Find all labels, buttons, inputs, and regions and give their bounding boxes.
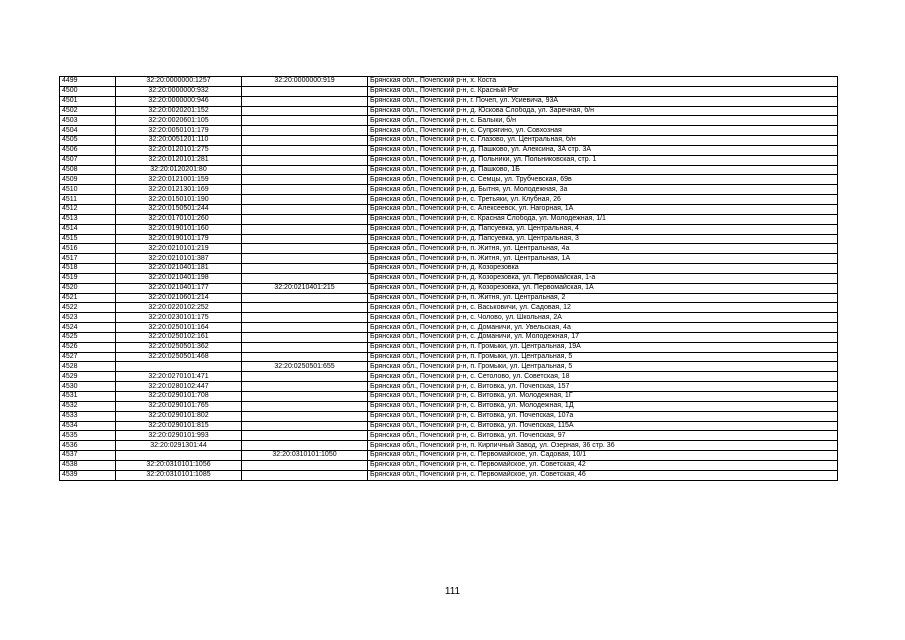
row-number-cell: 4518 [60, 264, 116, 274]
cadastral-number-cell: 32:20:0020601:105 [116, 116, 242, 126]
address-cell: Брянская обл., Почепский р-н, с. Витовка, ул. Почепская, 115А [368, 421, 838, 431]
address-cell: Брянская обл., Почепский р-н, с. Витовка, ул. Почепская, 107а [368, 411, 838, 421]
row-number-cell: 4523 [60, 313, 116, 323]
address-cell: Брянская обл., Почепский р-н, п. Житня, ул. Центральная, 1А [368, 254, 838, 264]
table-row [60, 441, 838, 451]
address-cell: Брянская обл., Почепский р-н, п. Громыки, ул. Центральная, 5 [368, 352, 838, 362]
cadastral-number-cell: 32:20:0290101:765 [116, 401, 242, 411]
table-row [60, 136, 838, 146]
row-number-cell: 4524 [60, 323, 116, 333]
address-cell: Брянская обл., Почепский р-н, с. Первомайское, ул. Советская, 42 [368, 460, 838, 470]
related-cadastral-number-cell [242, 382, 368, 392]
related-cadastral-number-cell [242, 136, 368, 146]
row-number-cell: 4516 [60, 244, 116, 254]
related-cadastral-number-cell: 32:20:0250501:655 [242, 362, 368, 372]
cadastral-number-cell: 32:20:0121301:169 [116, 185, 242, 195]
table-row [60, 106, 838, 116]
address-cell: Брянская обл., Почепский р-н, д. Папсуевка, ул. Центральная, 3 [368, 234, 838, 244]
cadastral-number-cell: 32:20:0250501:362 [116, 342, 242, 352]
table-row [60, 204, 838, 214]
row-number-cell: 4529 [60, 372, 116, 382]
cadastral-number-cell: 32:20:0250102:161 [116, 332, 242, 342]
cadastral-number-cell: 32:20:0250101:164 [116, 323, 242, 333]
row-number-cell: 4535 [60, 431, 116, 441]
cadastral-number-cell: 32:20:0120101:275 [116, 145, 242, 155]
table-row [60, 421, 838, 431]
row-number-cell: 4521 [60, 293, 116, 303]
row-number-cell: 4510 [60, 185, 116, 195]
row-number-cell: 4517 [60, 254, 116, 264]
table-row [60, 116, 838, 126]
address-cell: Брянская обл., Почепский р-н, п. Громыки, ул. Центральная, 19А [368, 342, 838, 352]
related-cadastral-number-cell [242, 224, 368, 234]
row-number-cell: 4539 [60, 470, 116, 480]
related-cadastral-number-cell [242, 106, 368, 116]
table-row [60, 332, 838, 342]
cadastral-number-cell: 32:20:0280102:447 [116, 382, 242, 392]
row-number-cell: 4536 [60, 441, 116, 451]
cadastral-number-cell: 32:20:0291301:44 [116, 441, 242, 451]
related-cadastral-number-cell [242, 293, 368, 303]
related-cadastral-number-cell [242, 116, 368, 126]
cadastral-number-cell: 32:20:0190101:160 [116, 224, 242, 234]
row-number-cell: 4507 [60, 155, 116, 165]
table-row [60, 323, 838, 333]
row-number-cell: 4515 [60, 234, 116, 244]
related-cadastral-number-cell [242, 155, 368, 165]
row-number-cell: 4514 [60, 224, 116, 234]
cadastral-number-cell: 32:20:0051201:110 [116, 136, 242, 146]
related-cadastral-number-cell [242, 303, 368, 313]
row-number-cell: 4532 [60, 401, 116, 411]
address-cell: Брянская обл., Почепский р-н, с. Алексеевск, ул. Нагорная, 1А [368, 204, 838, 214]
address-cell: Брянская обл., Почепский р-н, д. Козорезовка [368, 264, 838, 274]
address-cell: Брянская обл., Почепский р-н, д. Козорезовка, ул. Первомайская, 1-а [368, 273, 838, 283]
related-cadastral-number-cell [242, 342, 368, 352]
row-number-cell: 4538 [60, 460, 116, 470]
table-row [60, 401, 838, 411]
table-row [60, 264, 838, 274]
row-number-cell: 4503 [60, 116, 116, 126]
cadastral-number-cell: 32:20:0290101:993 [116, 431, 242, 441]
cadastral-number-cell: 32:20:0310101:1085 [116, 470, 242, 480]
cadastral-number-cell: 32:20:0290101:802 [116, 411, 242, 421]
cadastral-number-cell: 32:20:0210401:177 [116, 283, 242, 293]
cadastral-number-cell: 32:20:0170101:260 [116, 214, 242, 224]
row-number-cell: 4506 [60, 145, 116, 155]
row-number-cell: 4522 [60, 303, 116, 313]
table-row [60, 460, 838, 470]
address-cell: Брянская обл., Почепский р-н, д. Польники, ул. Польниковская, стр. 1 [368, 155, 838, 165]
related-cadastral-number-cell [242, 96, 368, 106]
table-row [60, 185, 838, 195]
address-cell: Брянская обл., Почепский р-н, с. Витовка, ул. Почепская, 97 [368, 431, 838, 441]
table-row [60, 392, 838, 402]
related-cadastral-number-cell [242, 175, 368, 185]
row-number-cell: 4530 [60, 382, 116, 392]
table-row [60, 244, 838, 254]
row-number-cell: 4508 [60, 165, 116, 175]
row-number-cell: 4526 [60, 342, 116, 352]
table-row [60, 86, 838, 96]
address-cell: Брянская обл., Почепский р-н, с. Доманичи, ул. Молодежная, 17 [368, 332, 838, 342]
page-number: 111 [444, 586, 461, 597]
related-cadastral-number-cell [242, 401, 368, 411]
row-number-cell: 4519 [60, 273, 116, 283]
cadastral-number-cell: 32:20:0150101:190 [116, 195, 242, 205]
related-cadastral-number-cell [242, 185, 368, 195]
table-row [60, 362, 838, 372]
address-cell: Брянская обл., Почепский р-н, с. Первомайское, ул. Советская, 46 [368, 470, 838, 480]
related-cadastral-number-cell [242, 234, 368, 244]
address-cell: Брянская обл., Почепский р-н, с. Витовка, ул. Почепская, 157 [368, 382, 838, 392]
row-number-cell: 4513 [60, 214, 116, 224]
cadastral-number-cell: 32:20:0190101:179 [116, 234, 242, 244]
address-cell: Брянская обл., Почепский р-н, с. Витовка, ул. Молодежная, 1Д [368, 401, 838, 411]
address-cell: Брянская обл., Почепский р-н, х. Коста [368, 77, 838, 87]
row-number-cell: 4504 [60, 126, 116, 136]
table-row [60, 234, 838, 244]
related-cadastral-number-cell [242, 264, 368, 274]
row-number-cell: 4533 [60, 411, 116, 421]
table-row [60, 175, 838, 185]
table-row [60, 273, 838, 283]
table-row [60, 470, 838, 480]
cadastral-number-cell: 32:20:0290101:708 [116, 392, 242, 402]
property-table [59, 76, 838, 481]
table-row [60, 96, 838, 106]
address-cell: Брянская обл., Почепский р-н, с. Витовка, ул. Молодежная, 1Г [368, 392, 838, 402]
cadastral-number-cell: 32:20:0120101:281 [116, 155, 242, 165]
cadastral-number-cell: 32:20:0120201:80 [116, 165, 242, 175]
address-cell: Брянская обл., Почепский р-н, с. Семцы, ул. Трубчевская, 69в [368, 175, 838, 185]
table-row [60, 303, 838, 313]
related-cadastral-number-cell [242, 332, 368, 342]
cadastral-number-cell [116, 451, 242, 461]
table-row [60, 352, 838, 362]
address-cell: Брянская обл., Почепский р-н, д. Юскова Слобода, ул. Заречная, б/н [368, 106, 838, 116]
table-row [60, 431, 838, 441]
row-number-cell: 4499 [60, 77, 116, 87]
cadastral-number-cell: 32:20:0270101:471 [116, 372, 242, 382]
table-row [60, 451, 838, 461]
related-cadastral-number-cell [242, 86, 368, 96]
table-row [60, 145, 838, 155]
row-number-cell: 4511 [60, 195, 116, 205]
related-cadastral-number-cell [242, 195, 368, 205]
related-cadastral-number-cell [242, 352, 368, 362]
address-cell: Брянская обл., Почепский р-н, д. Пашково, ул. Алексина, 3А стр. 3А [368, 145, 838, 155]
related-cadastral-number-cell [242, 323, 368, 333]
cadastral-number-cell: 32:20:0290101:815 [116, 421, 242, 431]
address-cell: Брянская обл., Почепский р-н, с. Первомайское, ул. Садовая, 10/1 [368, 451, 838, 461]
cadastral-number-cell: 32:20:0210601:214 [116, 293, 242, 303]
related-cadastral-number-cell [242, 431, 368, 441]
row-number-cell: 4500 [60, 86, 116, 96]
address-cell: Брянская обл., Почепский р-н, с. Красный Рог [368, 86, 838, 96]
cadastral-number-cell: 32:20:0220102:252 [116, 303, 242, 313]
address-cell: Брянская обл., Почепский р-н, с. Сетолово, ул. Советская, 18 [368, 372, 838, 382]
row-number-cell: 4509 [60, 175, 116, 185]
related-cadastral-number-cell: 32:20:0210401:215 [242, 283, 368, 293]
address-cell: Брянская обл., Почепский р-н, с. Васьковичи, ул. Садовая, 12 [368, 303, 838, 313]
address-cell: Брянская обл., Почепский р-н, д. Пашково, 1Б [368, 165, 838, 175]
property-table-body [60, 77, 838, 481]
table-row [60, 313, 838, 323]
related-cadastral-number-cell [242, 214, 368, 224]
row-number-cell: 4534 [60, 421, 116, 431]
related-cadastral-number-cell [242, 126, 368, 136]
table-row [60, 195, 838, 205]
cadastral-number-cell: 32:20:0000000:946 [116, 96, 242, 106]
table-row [60, 293, 838, 303]
row-number-cell: 4520 [60, 283, 116, 293]
table-row [60, 165, 838, 175]
address-cell: Брянская обл., Почепский р-н, с. Балыки, б/н [368, 116, 838, 126]
related-cadastral-number-cell [242, 145, 368, 155]
cadastral-number-cell: 32:20:0150501:244 [116, 204, 242, 214]
table-row [60, 77, 838, 87]
address-cell: Брянская обл., Почепский р-н, с. Красная Слобода, ул. Молодежная, 1/1 [368, 214, 838, 224]
related-cadastral-number-cell [242, 470, 368, 480]
address-cell: Брянская обл., Почепский р-н, с. Третьяки, ул. Клубная, 26 [368, 195, 838, 205]
related-cadastral-number-cell: 32:20:0310101:1050 [242, 451, 368, 461]
row-number-cell: 4501 [60, 96, 116, 106]
table-row [60, 224, 838, 234]
cadastral-number-cell: 32:20:0210401:198 [116, 273, 242, 283]
address-cell: Брянская обл., Почепский р-н, г. Почеп, ул. Усиевича, 93А [368, 96, 838, 106]
table-row [60, 283, 838, 293]
row-number-cell: 4525 [60, 332, 116, 342]
related-cadastral-number-cell [242, 313, 368, 323]
cadastral-number-cell: 32:20:0000000:932 [116, 86, 242, 96]
row-number-cell: 4528 [60, 362, 116, 372]
address-cell: Брянская обл., Почепский р-н, д. Бытня, ул. Молодежная, 3а [368, 185, 838, 195]
table-row [60, 342, 838, 352]
related-cadastral-number-cell [242, 372, 368, 382]
table-row [60, 214, 838, 224]
address-cell: Брянская обл., Почепский р-н, с. Супрягино, ул. Совхозная [368, 126, 838, 136]
address-cell: Брянская обл., Почепский р-н, п. Житня, ул. Центральная, 2 [368, 293, 838, 303]
cadastral-number-cell: 32:20:0310101:1056 [116, 460, 242, 470]
related-cadastral-number-cell [242, 165, 368, 175]
cadastral-number-cell: 32:20:0050101:179 [116, 126, 242, 136]
related-cadastral-number-cell [242, 392, 368, 402]
table-row [60, 155, 838, 165]
cadastral-number-cell: 32:20:0230101:175 [116, 313, 242, 323]
table-row [60, 126, 838, 136]
address-cell: Брянская обл., Почепский р-н, п. Житня, ул. Центральная, 4а [368, 244, 838, 254]
address-cell: Брянская обл., Почепский р-н, с. Глазово, ул. Центральная, б/н [368, 136, 838, 146]
related-cadastral-number-cell [242, 460, 368, 470]
related-cadastral-number-cell: 32:20:0000000:919 [242, 77, 368, 87]
cadastral-number-cell: 32:20:0250501:468 [116, 352, 242, 362]
table-row [60, 254, 838, 264]
row-number-cell: 4531 [60, 392, 116, 402]
row-number-cell: 4505 [60, 136, 116, 146]
row-number-cell: 4537 [60, 451, 116, 461]
table-row [60, 382, 838, 392]
row-number-cell: 4512 [60, 204, 116, 214]
address-cell: Брянская обл., Почепский р-н, с. Чолово, ул. Школьная, 2А [368, 313, 838, 323]
cadastral-number-cell: 32:20:0020201:152 [116, 106, 242, 116]
address-cell: Брянская обл., Почепский р-н, д. Козорезовка, ул. Первомайская, 1А [368, 283, 838, 293]
related-cadastral-number-cell [242, 204, 368, 214]
row-number-cell: 4502 [60, 106, 116, 116]
cadastral-number-cell [116, 362, 242, 372]
address-cell: Брянская обл., Почепский р-н, п. Кирпичный Завод, ул. Озерная, 36 стр. 36 [368, 441, 838, 451]
related-cadastral-number-cell [242, 421, 368, 431]
table-row [60, 372, 838, 382]
address-cell: Брянская обл., Почепский р-н, д. Папсуевка, ул. Центральная, 4 [368, 224, 838, 234]
row-number-cell: 4527 [60, 352, 116, 362]
related-cadastral-number-cell [242, 244, 368, 254]
table-row [60, 411, 838, 421]
related-cadastral-number-cell [242, 273, 368, 283]
address-cell: Брянская обл., Почепский р-н, п. Громыки, ул. Центральная, 5 [368, 362, 838, 372]
related-cadastral-number-cell [242, 441, 368, 451]
cadastral-number-cell: 32:20:0000000:1257 [116, 77, 242, 87]
cadastral-number-cell: 32:20:0210101:387 [116, 254, 242, 264]
related-cadastral-number-cell [242, 254, 368, 264]
related-cadastral-number-cell [242, 411, 368, 421]
cadastral-number-cell: 32:20:0121001:159 [116, 175, 242, 185]
cadastral-number-cell: 32:20:0210401:181 [116, 264, 242, 274]
cadastral-number-cell: 32:20:0210101:219 [116, 244, 242, 254]
address-cell: Брянская обл., Почепский р-н, с. Доманичи, ул. Увельская, 4а [368, 323, 838, 333]
